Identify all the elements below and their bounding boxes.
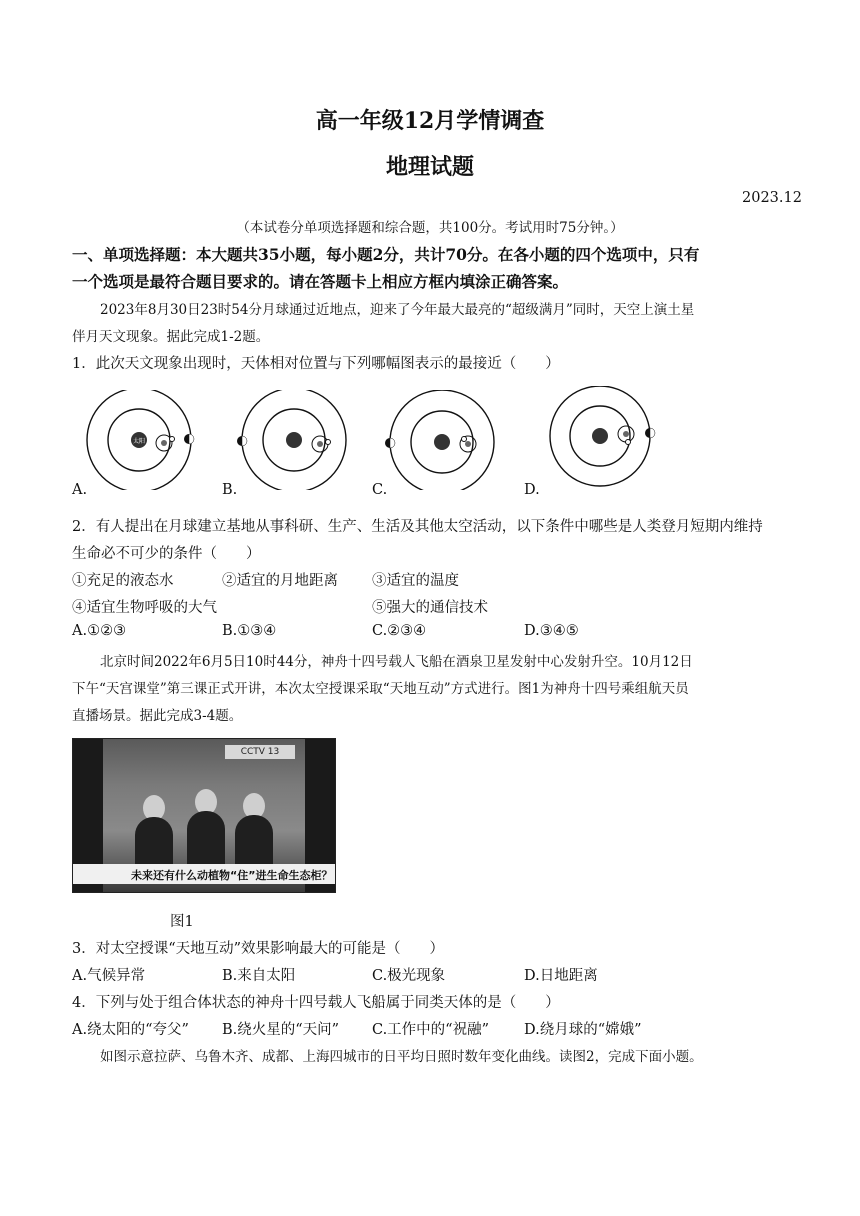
q1-option-c[interactable]: C. [372, 482, 388, 498]
exam-note: （本试卷分单项选择题和综合题，共100分。考试用时75分钟。） [236, 220, 624, 236]
figure1-photo [72, 738, 336, 893]
figure1-caption: 图1 [170, 914, 194, 930]
q2-option-b[interactable]: B.①③④ [222, 623, 277, 639]
section1-heading-line1: 一、单项选择题：本大题共35小题，每小题2分，共计70分。在各小题的四个选项中，只有 [72, 245, 700, 264]
q2-item-5: ⑤强大的通信技术 [372, 600, 488, 616]
q1-option-a[interactable]: A. [72, 482, 88, 498]
q4-option-c[interactable]: C.工作中的“祝融” [372, 1022, 490, 1038]
q1-figure-c [384, 390, 499, 490]
passage1-line1: 2023年8月30日23时54分月球通过近地点，迎来了今年最大最亮的“超级满月”同时，天空上演土星 [100, 302, 695, 318]
q2-item-2: ②适宜的月地距离 [222, 573, 338, 589]
passage2-line1: 北京时间2022年6月5日10时44分，神舟十四号载人飞船在酒泉卫星发射中心发射升空。10月12日 [100, 654, 693, 670]
tv-logo: CCTV 13 [225, 745, 295, 759]
sun-label: 太阳 [132, 438, 146, 445]
q4-option-d[interactable]: D.绕月球的“嫦娥” [524, 1022, 642, 1038]
section1-heading-line2: 一个选项是最符合题目要求的。请在答题卡上相应方框内填涂正确答案。 [72, 272, 569, 291]
exam-subtitle: 地理试题 [385, 154, 474, 180]
q1-option-b[interactable]: B. [222, 482, 238, 498]
q3-stem: 3．对太空授课“天地互动”效果影响最大的可能是（ ） [72, 941, 445, 957]
q3-option-a[interactable]: A.气候异常 [72, 968, 146, 984]
passage3-line1: 如图示意拉萨、乌鲁木齐、成都、上海四城市的日平均日照时数年变化曲线。读图2，完成下面小题。 [100, 1049, 703, 1065]
q4-stem: 4．下列与处于组合体状态的神舟十四号载人飞船属于同类天体的是（ ） [72, 995, 560, 1011]
q2-option-c[interactable]: C.②③④ [372, 623, 427, 639]
q2-stem-line1: 2．有人提出在月球建立基地从事科研、生产、生活及其他太空活动，以下条件中哪些是人类登月短期内维持 [72, 519, 763, 535]
q1-figure-b [234, 390, 349, 490]
q2-option-a[interactable]: A.①②③ [72, 623, 127, 639]
exam-title: 高一年级12月学情调查 [315, 108, 545, 134]
q3-option-c[interactable]: C.极光现象 [372, 968, 446, 984]
q4-option-b[interactable]: B.绕火星的“天问” [222, 1022, 340, 1038]
exam-date: 2023.12 [742, 190, 802, 206]
q1-option-d[interactable]: D. [524, 482, 540, 498]
passage2-line3: 直播场景。据此完成3-4题。 [72, 708, 243, 724]
q2-stem-line2: 生命必不可少的条件（ ） [72, 546, 261, 562]
q2-item-3: ③适宜的温度 [372, 573, 459, 589]
q1-figure-a [84, 390, 199, 490]
passage1-line2: 伴月天文现象。据此完成1-2题。 [72, 329, 270, 345]
q3-option-b[interactable]: B.来自太阳 [222, 968, 296, 984]
passage2-line2: 下午“天宫课堂”第三课正式开讲，本次太空授课采取“天地互动”方式进行。图1为神舟十四号乘组航天员 [72, 681, 689, 697]
q1-figure-d [538, 386, 663, 490]
photo-overlay-text: 未来还有什么动植物“住”进生命生态柜？ [131, 869, 333, 882]
q3-option-d[interactable]: D.日地距离 [524, 968, 598, 984]
q2-item-4: ④适宜生物呼吸的大气 [72, 600, 217, 616]
q1-stem: 1．此次天文现象出现时，天体相对位置与下列哪幅图表示的最接近（ ） [72, 356, 560, 372]
q2-item-1: ①充足的液态水 [72, 573, 174, 589]
q4-option-a[interactable]: A.绕太阳的“夸父” [72, 1022, 189, 1038]
q2-option-d[interactable]: D.③④⑤ [524, 623, 579, 639]
